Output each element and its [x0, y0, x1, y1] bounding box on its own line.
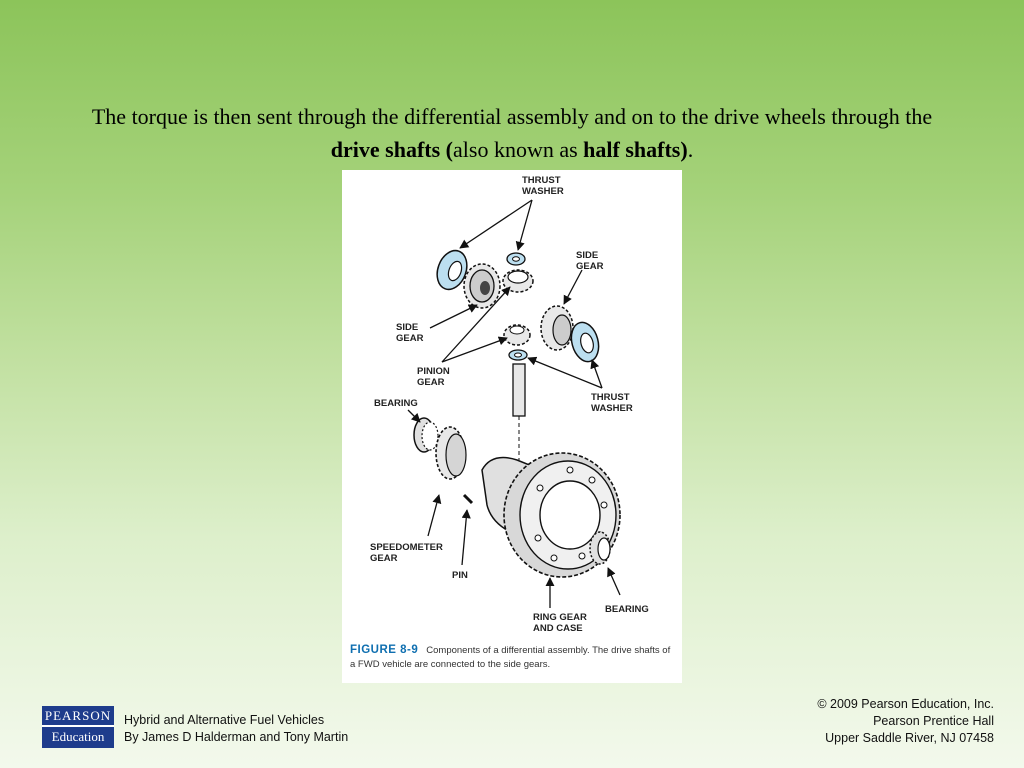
pinion-gear-top	[503, 270, 533, 292]
small-washer-top	[507, 253, 525, 265]
speedometer-gear	[436, 427, 466, 479]
slide-title: The torque is then sent through the differential assembly and on to the drive wheels through the drive shafts (also known as half shafts).	[91, 104, 933, 162]
side-gear-top-left	[464, 264, 500, 308]
book-authors: By James D Halderman and Tony Martin	[124, 730, 349, 744]
small-washer-bottom	[509, 350, 527, 360]
differential-figure	[342, 170, 682, 683]
figure-number: FIGURE 8-9	[350, 644, 419, 656]
label-bearing-left: BEARING	[374, 398, 418, 409]
label-side-gear-left: SIDE GEAR	[396, 322, 424, 344]
pinion-gear-bottom	[504, 325, 530, 345]
copyright-block	[817, 696, 994, 747]
title-bold-half-shafts: half shafts)	[583, 137, 688, 162]
label-side-gear-right: SIDE GEAR	[576, 250, 604, 272]
side-gear-right	[541, 306, 573, 350]
publisher-line: Pearson Prentice Hall	[873, 714, 994, 728]
label-thrust-washer-bottom: THRUST WASHER	[591, 392, 633, 414]
label-pin: PIN	[452, 570, 468, 581]
pin	[464, 495, 472, 503]
pinion-shaft	[513, 364, 525, 460]
pearson-education-logo: PEARSON Education	[42, 706, 114, 748]
book-info	[124, 712, 348, 746]
figure-caption-text: Components of a differential assembly. The drive shafts of a FWD vehicle are connected to the side gears.	[350, 645, 671, 670]
bearing-right	[590, 532, 610, 564]
label-bearing-right: BEARING	[605, 604, 649, 615]
copyright-line: © 2009 Pearson Education, Inc.	[817, 697, 994, 711]
location-line: Upper Saddle River, NJ 07458	[825, 731, 994, 745]
title-bold-drive-shafts: drive shafts (	[330, 137, 454, 162]
label-thrust-washer-top: THRUST WASHER	[522, 175, 564, 197]
book-title: Hybrid and Alternative Fuel Vehicles	[124, 713, 325, 727]
label-speedometer-gear: SPEEDOMETER GEAR	[370, 542, 443, 564]
label-ring-gear: RING GEAR AND CASE	[533, 612, 587, 634]
label-pinion-gear: PINION GEAR	[417, 366, 450, 388]
figure-caption	[350, 643, 678, 672]
bearing-left	[414, 418, 438, 452]
